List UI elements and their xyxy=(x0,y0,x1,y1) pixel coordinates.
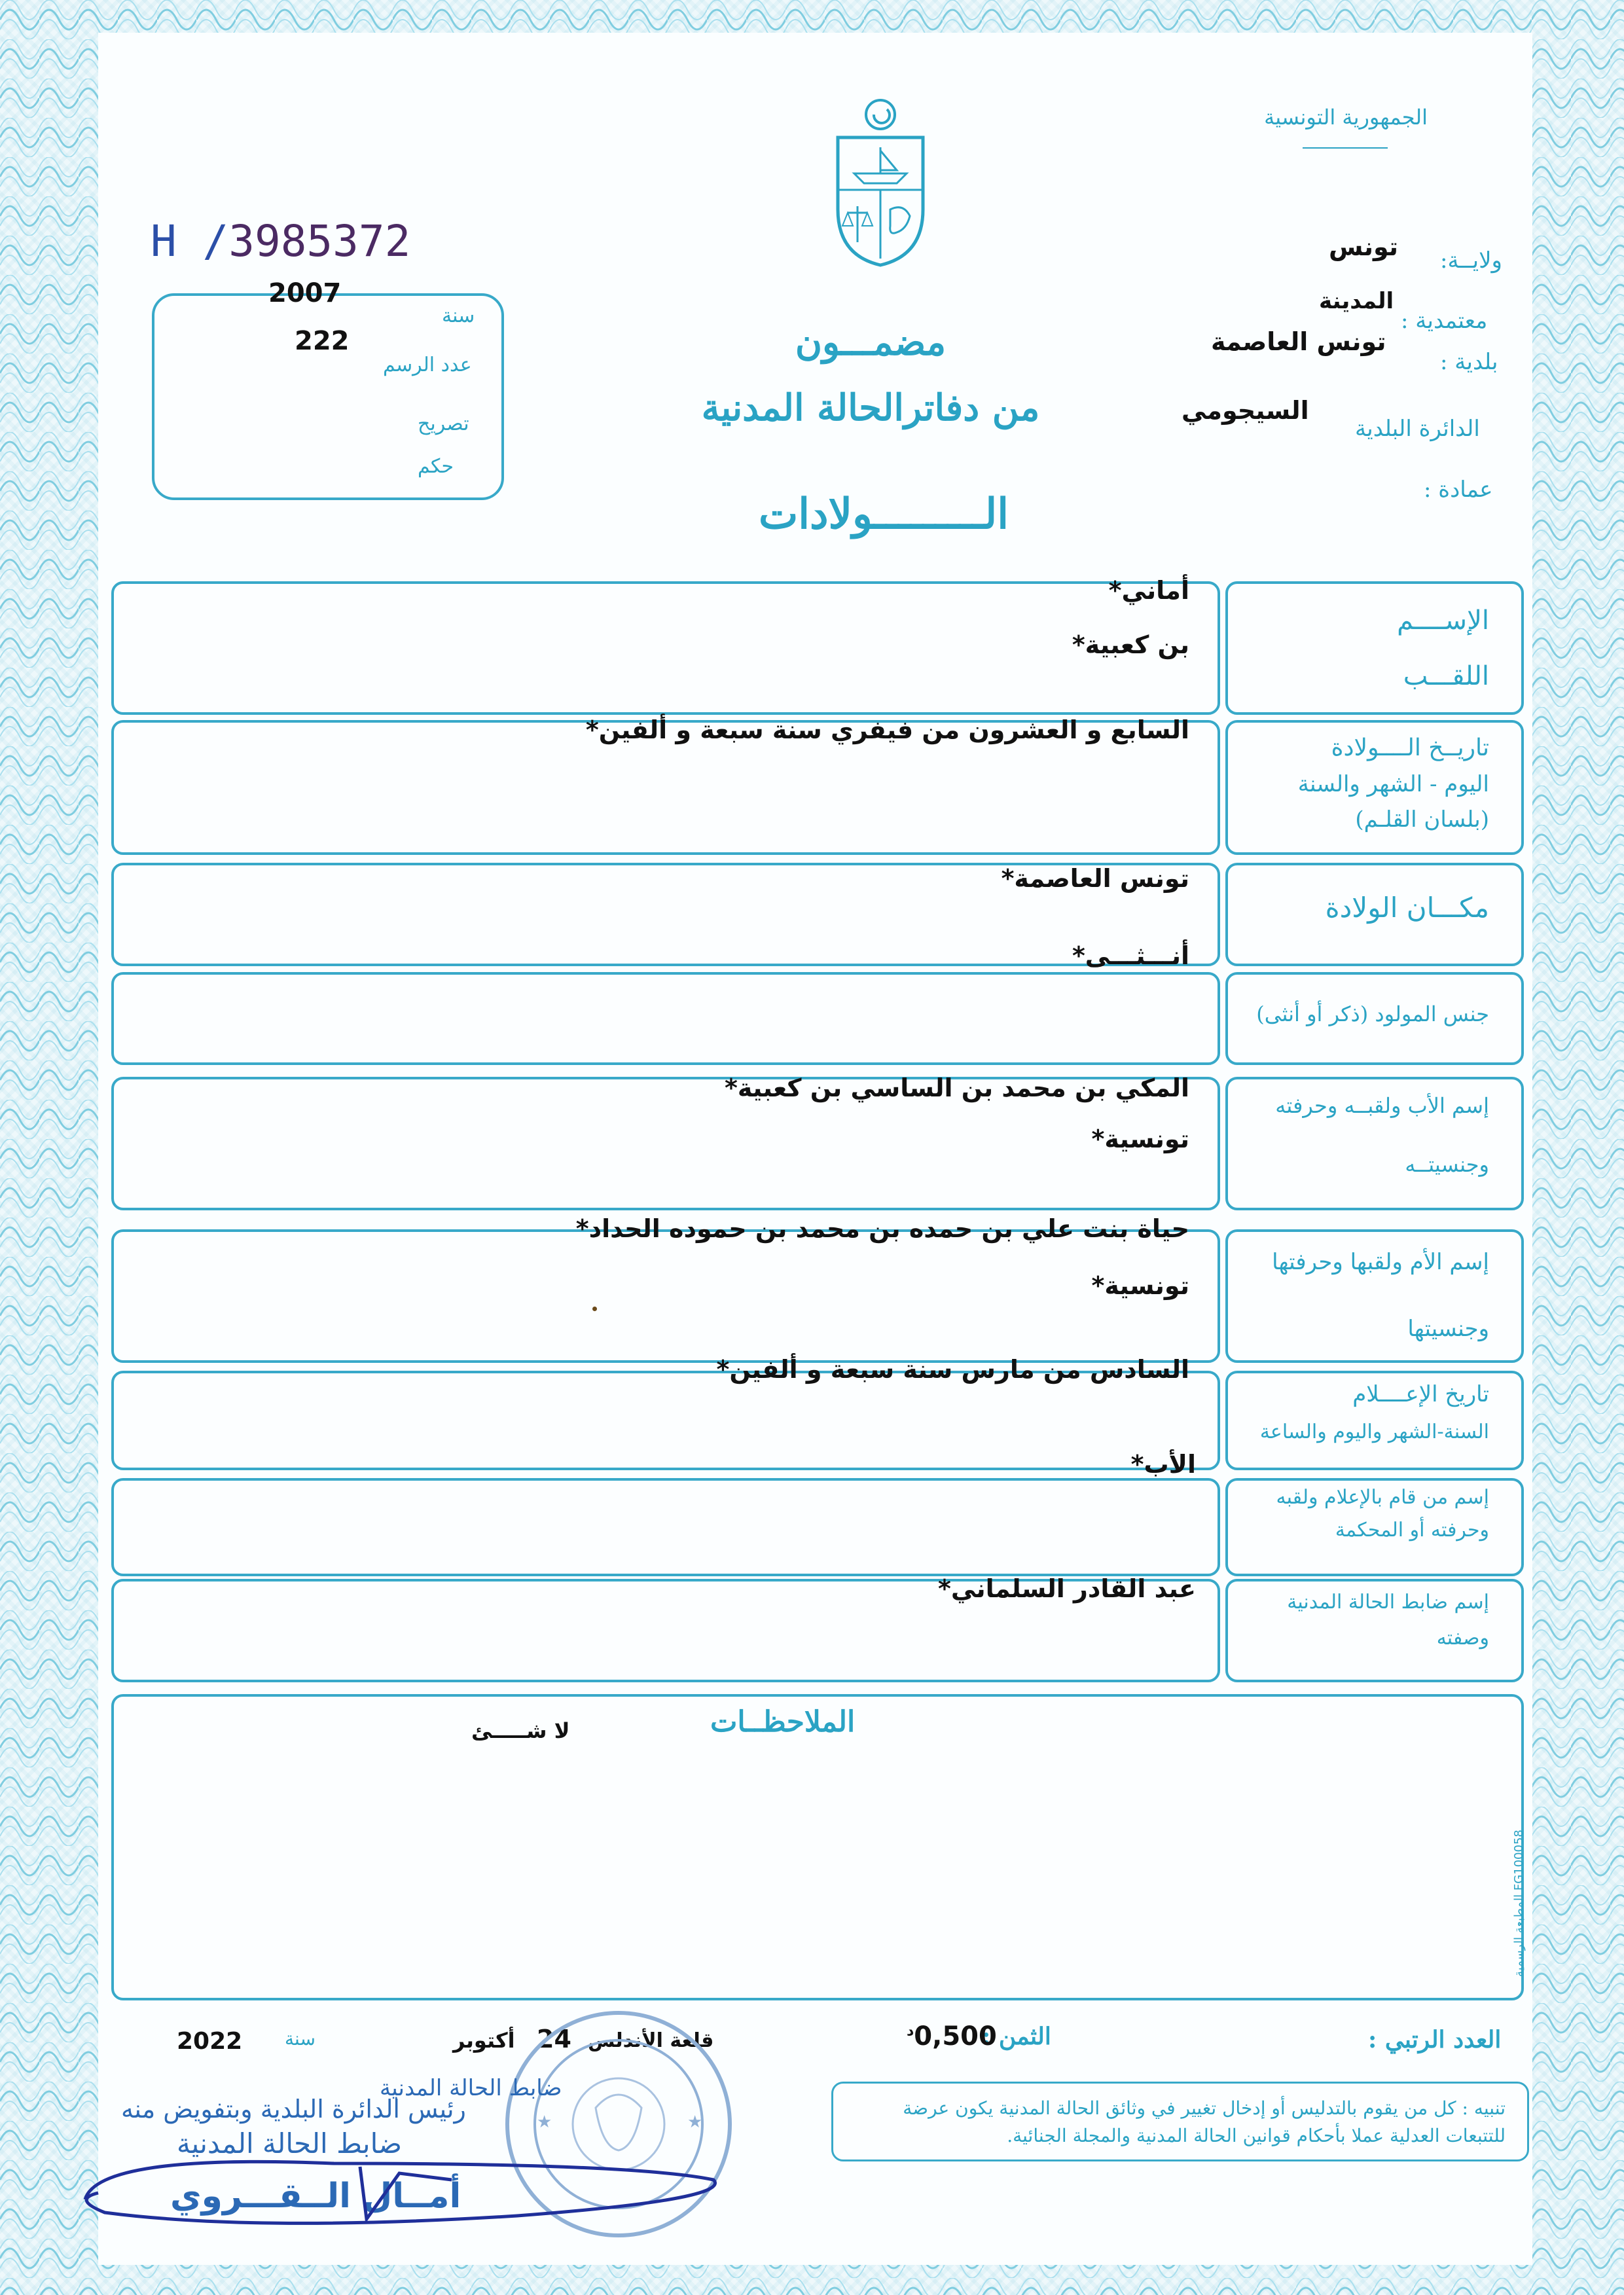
sex-label: جنس المولود (ذكر أو أنثى) xyxy=(1256,1002,1489,1026)
declarant-label-line1: إسم من قام بالإعلام ولقبه xyxy=(1276,1486,1489,1509)
name-label-box xyxy=(1225,581,1524,715)
surname-label: اللقـــب xyxy=(1403,661,1489,691)
ink-speck xyxy=(592,1307,597,1311)
declaration-value: السادس من مارس سنة سبعة و ألفين* xyxy=(716,1355,1189,1384)
ref-declaration-label: تصريح xyxy=(418,412,469,435)
father-name-value: المكي بن محمد بن الساسي بن كعبية* xyxy=(725,1074,1189,1102)
republic-title: الجمهورية التونسية xyxy=(1264,105,1428,130)
birthplace-label: مكـــان الولادة xyxy=(1325,892,1489,924)
stamp-line2: رئيس الدائرة البلدية وبتفويض منه xyxy=(121,2095,466,2123)
birthplace-value: تونس العاصمة* xyxy=(1001,864,1189,893)
svg-text:★: ★ xyxy=(537,2112,552,2132)
document-subtitle: من دفاترالحالة المدنية xyxy=(701,386,1040,429)
birthdate-value: السابع و العشرون من فيفري سنة سبعة و ألفين* xyxy=(585,715,1189,744)
baladia-value: تونس العاصمة xyxy=(1211,327,1386,356)
price-unit: د xyxy=(907,2023,914,2040)
first-name-label: الإســــم xyxy=(1397,605,1489,636)
serial-prefix: H / xyxy=(151,216,229,266)
signature-icon xyxy=(59,2127,746,2245)
sex-value-box xyxy=(111,972,1220,1065)
officer-label-line2: وصفته xyxy=(1436,1627,1489,1650)
mother-nationality-value: تونسية* xyxy=(1091,1271,1189,1300)
mother-value-box xyxy=(111,1229,1220,1363)
serial-digits: 3985372 xyxy=(228,216,411,266)
svg-text:★: ★ xyxy=(687,2112,703,2132)
mother-name-value: حياة بنت علي بن حمده بن محمد بن حموده الحداد* xyxy=(575,1214,1189,1243)
father-label-line2: وجنسيتــه xyxy=(1405,1152,1489,1177)
declaration-label-line1: تاريخ الإعــــلام xyxy=(1352,1381,1489,1407)
declarant-label-line2: وحرفته أو المحكمة xyxy=(1335,1519,1489,1542)
date-day: 24 xyxy=(537,2025,571,2053)
mother-label-line2: وجنسيتها xyxy=(1407,1316,1489,1342)
date-year-value: 2022 xyxy=(177,2028,243,2055)
price-value: $0,500^د$ xyxy=(907,2021,997,2051)
birthdate-label-line2: اليوم - الشهر والسنة xyxy=(1297,771,1489,797)
stamp-line1: ضابط الحالة المدنية xyxy=(380,2075,562,2101)
omada-label: عمادة : xyxy=(1424,477,1493,503)
document-title: مضمـــون xyxy=(795,321,947,364)
price-label: الثمن : xyxy=(982,2023,1051,2050)
printer-mark: المطبعة الرسمية FG100058 xyxy=(1512,1830,1526,1977)
birthdate-label-line1: تاريــخ الــــولادة xyxy=(1331,734,1489,761)
officer-value: عبد القادر السلماني* xyxy=(938,1574,1196,1603)
stamp-line4: أمــال الــقـــروي xyxy=(170,2177,461,2216)
moatamadia-value: المدينة xyxy=(1319,288,1394,314)
stamp-line3: ضابط الحالة المدنية xyxy=(177,2127,403,2159)
ref-record-label: عدد الرسم xyxy=(383,353,472,376)
ref-year-label: سنة xyxy=(442,304,475,327)
serial-number xyxy=(151,216,410,266)
sex-value: أنـــثـــى* xyxy=(1072,941,1189,970)
father-nationality-value: تونسية* xyxy=(1091,1125,1189,1153)
birthdate-label-line3: (بلسان القلـم) xyxy=(1355,806,1489,833)
serial-order-label: العدد الرتبي : xyxy=(1368,2026,1502,2053)
name-value-box xyxy=(111,581,1220,715)
father-label-line1: إسم الأب ولقبــه وحرفته xyxy=(1275,1093,1489,1118)
surname-value: بن كعبية* xyxy=(1072,630,1189,659)
declaration-label-line2: السنة-الشهر واليوم والساعة xyxy=(1259,1420,1489,1443)
first-name-value: أماني* xyxy=(1108,576,1189,605)
baladia-label: بلدية : xyxy=(1440,349,1498,375)
officer-label-line1: إسم ضابط الحالة المدنية xyxy=(1287,1591,1489,1614)
remarks-box xyxy=(111,1694,1524,2000)
daira-value: السيجومي xyxy=(1182,396,1309,425)
ref-record-value: 222 xyxy=(295,326,350,356)
moatamadia-label: معتمدية : xyxy=(1401,308,1488,334)
section-title: الـــــــــولادات xyxy=(758,490,1009,539)
mother-label-line1: إسم الأم ولقبها وحرفتها xyxy=(1272,1249,1489,1275)
ref-year-value: 2007 xyxy=(268,278,342,308)
notice-text: تنبيه : كل من يقوم بالتدليس أو إدخال تغيير في وثائق الحالة المدنية يكون عرضة للتتبعات العدلية عملا بأحكام قوانين الحالة المدنية والمجلة الجنائية. xyxy=(903,2097,1506,2146)
declaration-value-box xyxy=(111,1371,1220,1470)
declarant-value: الأب* xyxy=(1130,1450,1196,1479)
date-year-label: سنة xyxy=(285,2028,316,2050)
daira-label: الدائرة البلدية xyxy=(1355,416,1480,442)
wilaya-label: ولايــة: xyxy=(1440,247,1502,274)
ref-judgment-label: حكم xyxy=(418,455,454,478)
date-month: أكتوبر xyxy=(453,2028,515,2053)
remarks-label: الملاحظــات xyxy=(710,1705,856,1739)
date-place: قلعة الأندلس xyxy=(588,2029,714,2052)
republic-underline xyxy=(1303,147,1388,149)
remarks-value: لا شـــــئ xyxy=(471,1718,570,1743)
wilaya-value: تونس xyxy=(1329,232,1399,261)
declarant-value-box xyxy=(111,1478,1220,1576)
coat-of-arms-icon xyxy=(825,92,936,268)
